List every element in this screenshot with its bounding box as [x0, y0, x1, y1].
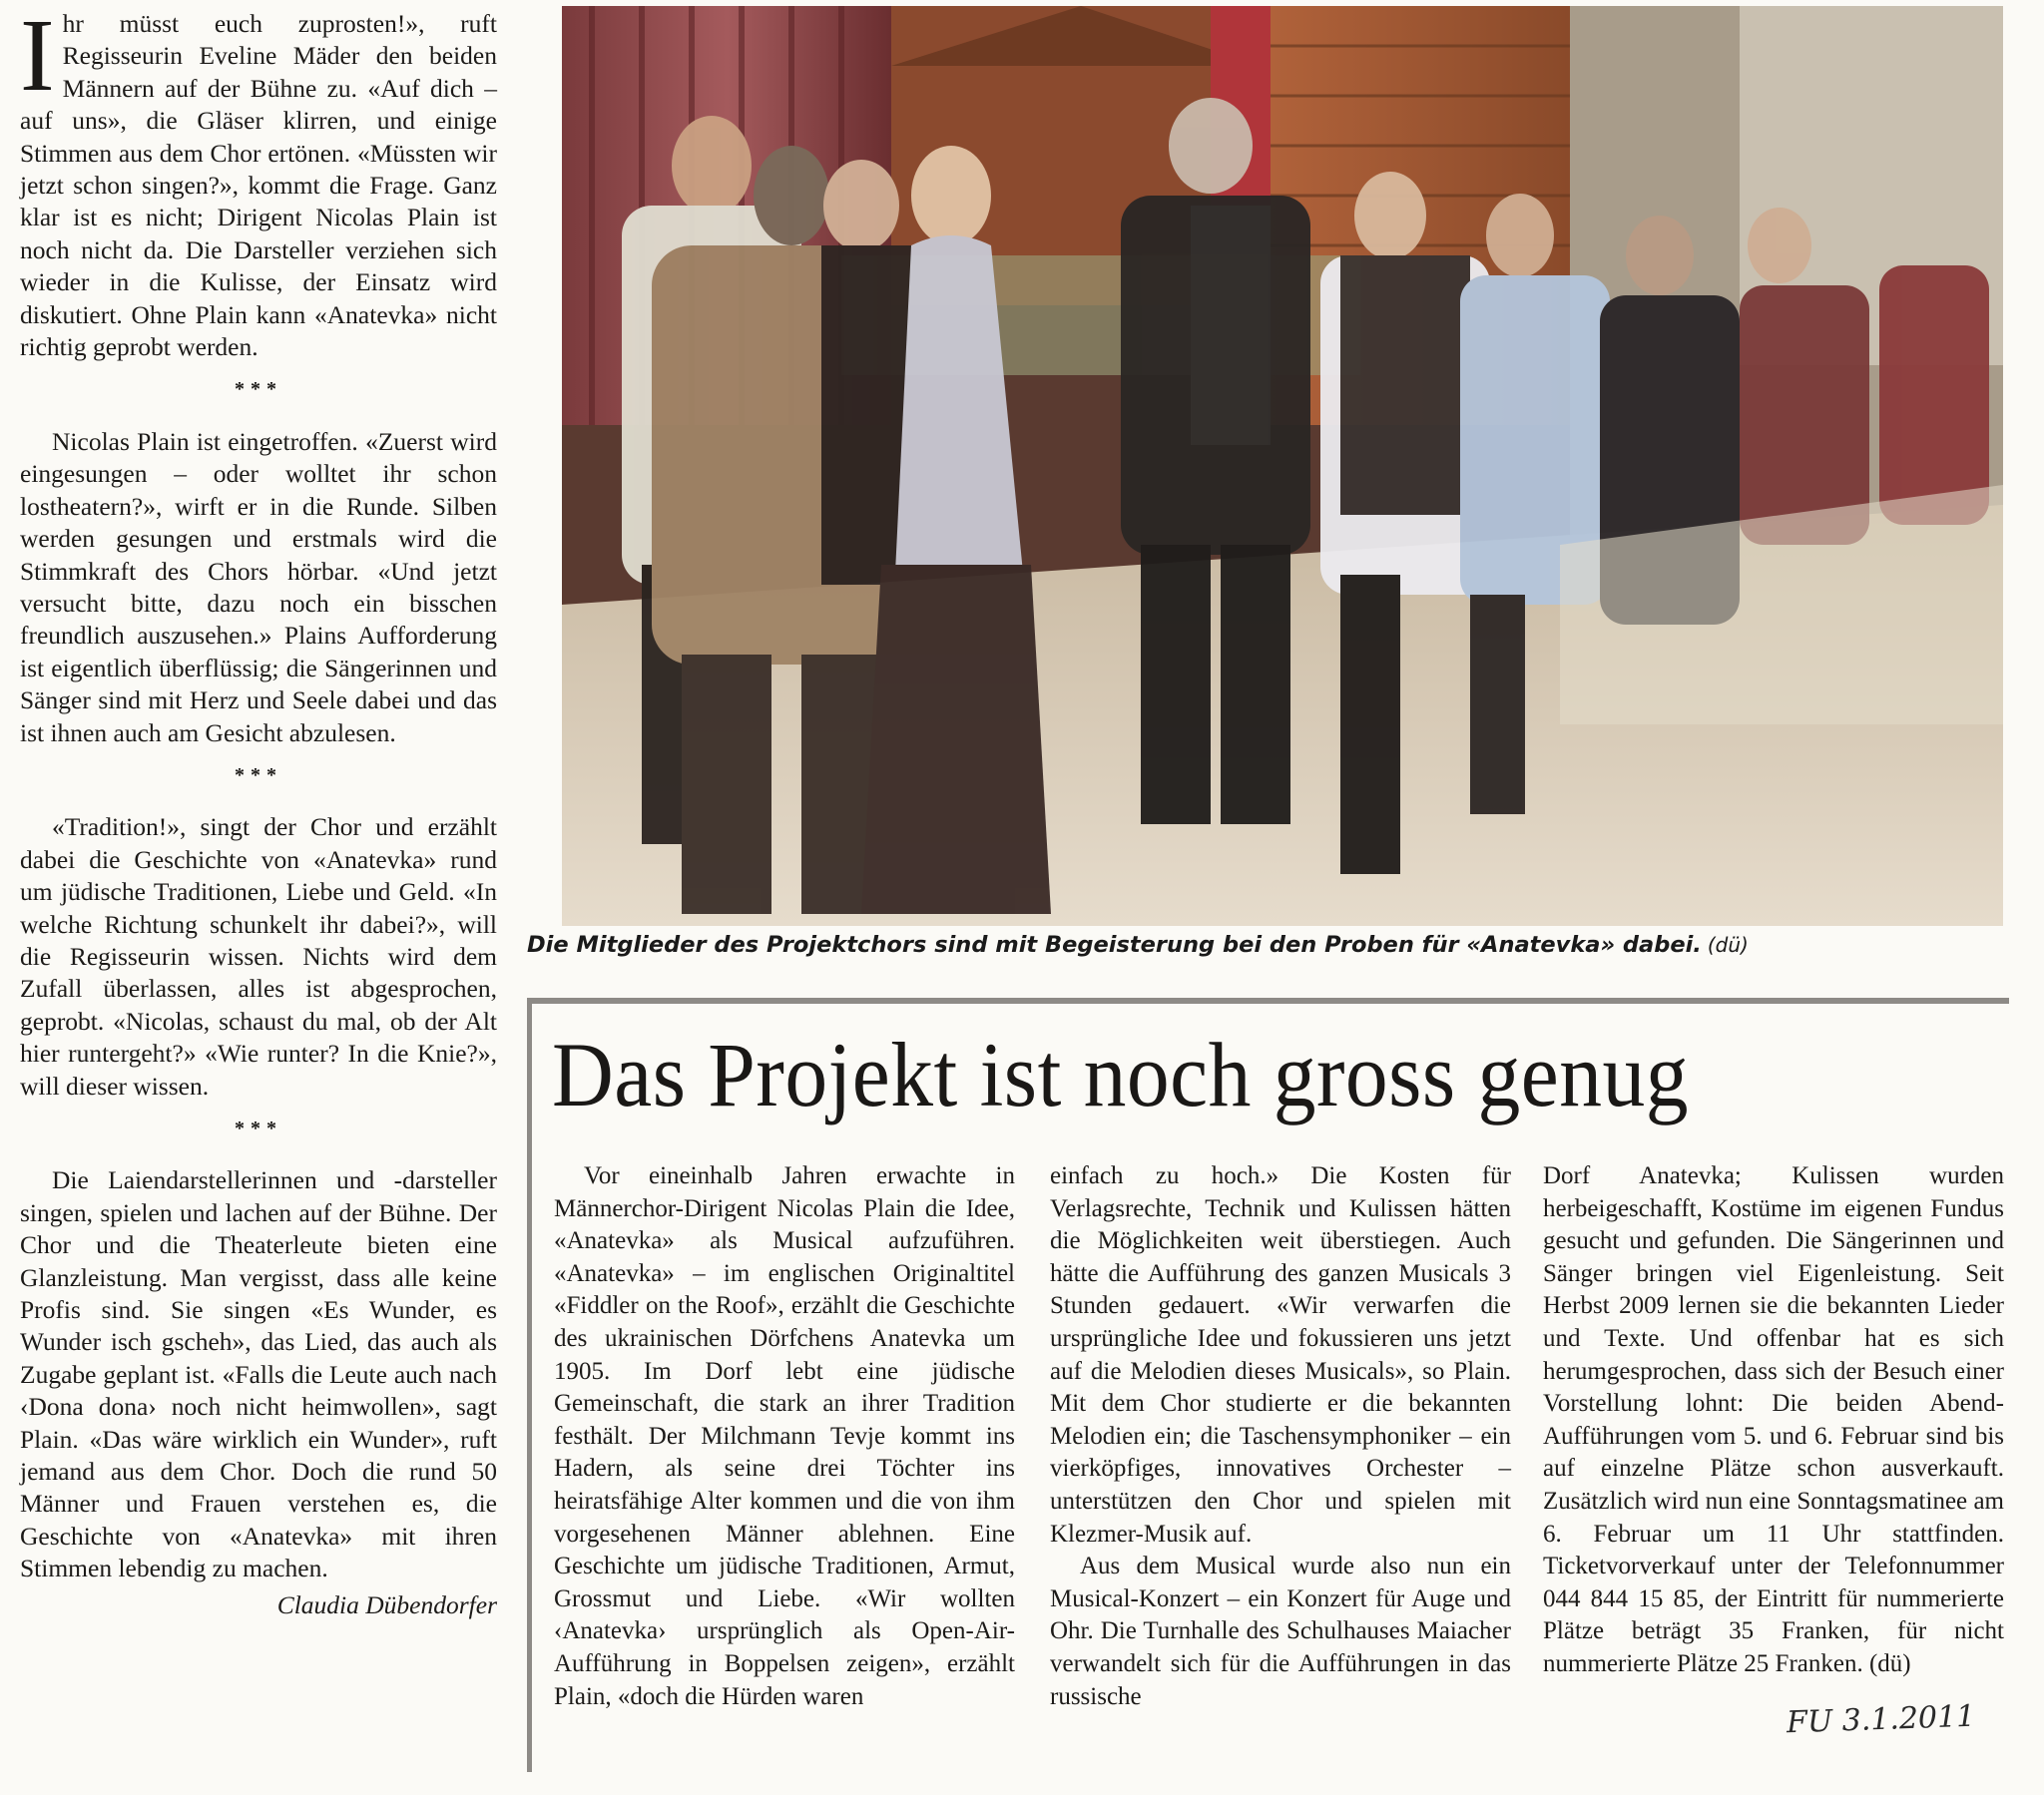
article-column-2 — [1050, 1160, 1511, 1713]
left-paragraph-3: «Tradition!», singt der Chor und erzählt dabei die Geschichte von «Anatevka» rund um jüdische Traditionen, Liebe und Geld. «In welche Richtung schunkelt ihr dabei?», will die Regisseurin wissen. Nichts wird dem Zufall überlassen, alles ist abgesprochen, geprobt. «Nicolas, schaust du mal, ob der Alt hier runtergeht?» «Wie runter? In die Knie?», will dieser wissen. — [20, 812, 497, 1101]
left-paragraph-2: Nicolas Plain ist eingetroffen. «Zuerst wird eingesungen – oder wolltet ihr schon lostheatern?», wirft er in die Runde. Silben werden gesungen und erstmals wird die Stimmkraft des Chors hörbar. «Und jetzt versucht bitte, dazu noch ein bisschen freundlich auszusehen.» Plains Aufforderung ist eigentlich überflüssig; die Sängerinnen und Sänger sind mit Herz und Seele dabei und das ist ihnen auch am Gesicht abzulesen. — [20, 426, 497, 747]
article-paragraph: Aus dem Musical wurde also nun ein Musical-Konzert – ein Konzert für Auge und Ohr. Die Turnhalle des Schulhauses Maiacher verwandelt sich für die Aufführungen in das russische — [1050, 1553, 1511, 1710]
handwritten-date-note: FU 3.1.2011 — [1786, 1698, 1976, 1741]
section-separator: *** — [235, 763, 282, 786]
article-paragraph: Vor eineinhalb Jahren erwachte in Männerchor-Dirigent Nicolas Plain die Idee, «Anatevka» als Musical aufzuführen. «Anatevka» – im englischen Originaltitel «Fiddler on the Roof», erzählt die Geschichte des ukrainischen Dörfchens Anatevka um 1905. Im Dorf lebt eine jüdische Gemeinschaft, die stark an ihrer Tradition festhält. Der Milchmann Tevje kommt ins Hadern, als seine drei Töchter ins heiratsfähige Alter kommen und die von ihm vorgesehenen Männer ablehnen. Eine Geschichte um jüdische Traditionen, Armut, Grossmut und Liebe. «Wir wollten ‹Anatevka› ursprünglich als Open-Air-Aufführung in Boppelsen zeigen», erzählt Plain, «doch die Hürden waren — [554, 1162, 1015, 1710]
left-paragraph-4: Die Laiendarstellerinnen und -darsteller singen, spielen und lachen auf der Bühne. Der Chor und die Theaterleute bieten eine Glanzleistung. Man vergisst, dass alle keine Profis sind. Sie singen «Es Wunder, es Wunder isch gscheh», das Lied, das auch als Zugabe geplant ist. «Falls die Leute auch nach ‹Dona dona› noch nicht heimwollen», sagt Plain. «Das wäre wirklich ein Wunder», ruft jemand aus dem Chor. Doch die rund 50 Männer und Frauen verstehen es, die Geschichte von «Anatevka» mit ihren Stimmen lebendig zu machen. — [20, 1165, 497, 1583]
section-separator: *** — [235, 1118, 282, 1139]
article-column-1 — [554, 1160, 1015, 1713]
rehearsal-photo — [562, 6, 2003, 926]
left-column — [20, 0, 497, 1621]
drop-cap: I — [20, 0, 55, 113]
photo-credit: (dü) — [1707, 933, 1749, 957]
article-paragraph: Dorf Anatevka; Kulissen wurden herbeigeschafft, Kostüme im eigenen Fundus gesucht und gefunden. Die Sängerinnen und Sänger bringen viel Eigenleistung. Seit Herbst 2009 lernen sie die bekannten Lieder und Texte. Und offenbar hat es sich herumgesprochen, dass sich der Besuch einer Vorstellung lohnt: Die beiden Abend-Aufführungen vom 5. und 6. Februar sind bis auf einzelne Plätze schon ausverkauft. Zusätzlich wird nun eine Sonntagsmatinee am 6. Februar um 11 Uhr stattfinden. Ticketvorverkauf unter der Telefonnummer 044 844 15 85, der Eintritt für nummerierte Plätze beträgt 35 Franken, für nicht nummerierte Plätze 25 Franken. (dü) — [1543, 1162, 2004, 1677]
section-separator: *** — [235, 378, 282, 401]
article-headline: Das Projekt ist noch gross genug — [552, 1024, 1689, 1125]
article-paragraph: einfach zu hoch.» Die Kosten für Verlagsrechte, Technik und Kulissen hätten die Möglichkeiten weit überstiegen. Auch hätte die Aufführung des ganzen Musicals 3 Stunden gedauert. «Wir verwarfen die ursprüngliche Idee und fokussieren uns jetzt auf die Melodien dieses Musicals», so Plain. Mit dem Chor studierte er die bekannten Melodien ein; die Taschensymphoniker – ein vierköpfiges, innovatives Orchester – unterstützen den Chor und spielen mit Klezmer-Musik auf. — [1050, 1162, 1511, 1548]
photo-caption — [527, 932, 2004, 958]
article-column-3 — [1543, 1160, 2004, 1681]
photo-caption-text: Die Mitglieder des Projektchors sind mit Begeisterung bei den Proben für «Anatevka» dabei. — [527, 932, 1702, 958]
left-paragraph-1: Ihr müsst euch zuprosten!», ruft Regisseurin Eveline Mäder den beiden Männern auf der Bühne zu. «Auf dich – auf uns», die Gläser klirren, und einige Stimmen aus dem Chor ertönen. «Müssten wir jetzt schon singen?», kommt die Frage. Ganz klar ist es nicht; Dirigent Nicolas Plain ist noch nicht da. Die Darsteller verziehen sich wieder in die Kulisse, der Einsatz wird diskutiert. Ohne Plain kann «Anatevka» nicht richtig geprobt werden. — [20, 0, 497, 362]
author-byline: Claudia Dübendorfer — [276, 1589, 497, 1619]
